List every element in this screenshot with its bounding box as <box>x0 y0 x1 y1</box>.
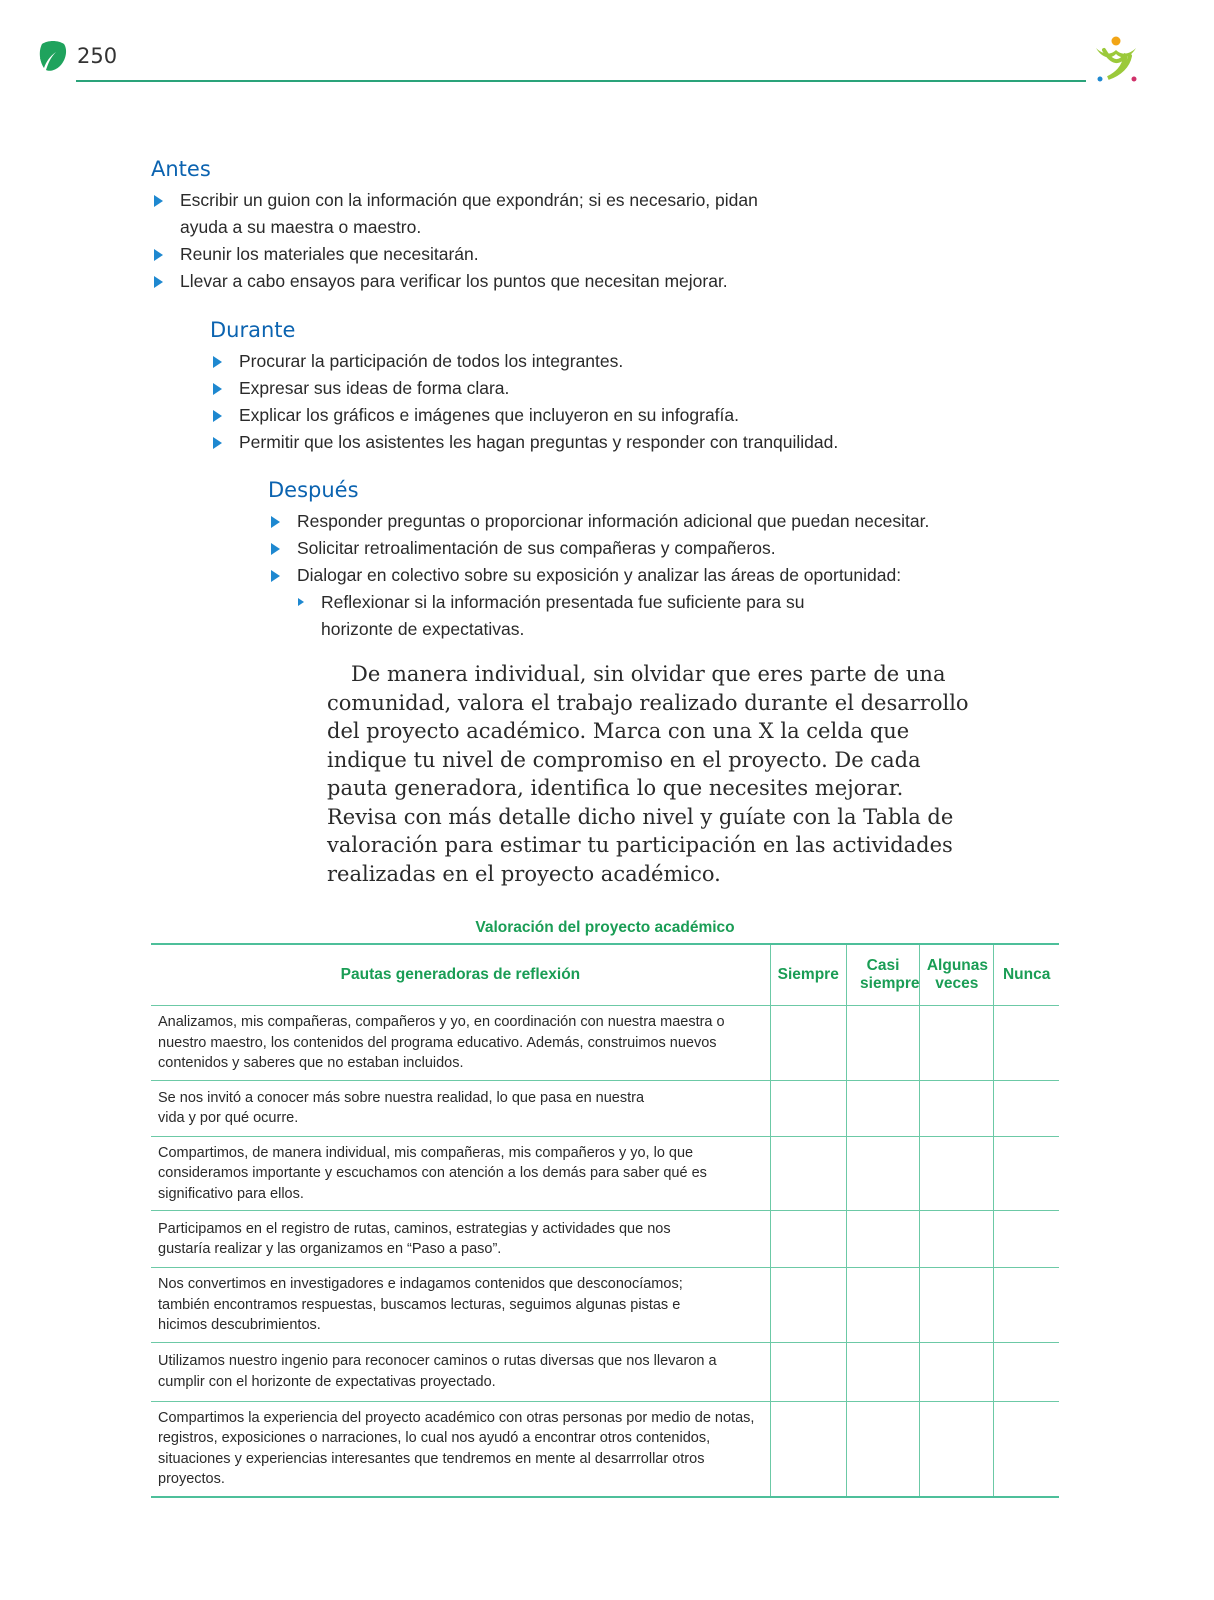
rating-cell-nunca[interactable] <box>994 1136 1059 1211</box>
list-item: Reunir los materiales que necesitarán. <box>151 241 771 268</box>
list-item: Permitir que los asistentes les hagan preguntas y responder con tranquilidad. <box>210 429 930 456</box>
rating-cell-algunas-veces[interactable] <box>920 1080 994 1136</box>
rating-cell-algunas-veces[interactable] <box>920 1342 994 1401</box>
table-row <box>151 1211 1059 1268</box>
table-header-row <box>151 944 1059 1006</box>
rating-cell-nunca[interactable] <box>994 1401 1059 1497</box>
rating-cell-casi-siempre[interactable] <box>846 1211 920 1268</box>
table-row <box>151 1080 1059 1136</box>
rating-cell-casi-siempre[interactable] <box>846 1268 920 1343</box>
pauta-cell: Compartimos la experiencia del proyecto académico con otras personas por medio de notas, registros, exposiciones o narraciones, lo cual nos ayudó a encontrar otros contenidos, situaciones y experiencias interesantes que tendremos en mente al desarrrollar otros proyectos. <box>151 1401 770 1497</box>
rating-cell-nunca[interactable] <box>994 1342 1059 1401</box>
rating-cell-casi-siempre[interactable] <box>846 1342 920 1401</box>
section-durante <box>210 318 930 456</box>
bullet-icon <box>213 383 222 395</box>
list-item: Escribir un guion con la información que expondrán; si es necesario, pidan ayuda a su maestra o maestro. <box>151 187 771 241</box>
header-rule <box>76 80 1086 82</box>
section-title-antes: Antes <box>151 157 211 181</box>
page-number: 250 <box>77 44 118 68</box>
column-header-siempre: Siempre <box>770 944 846 1006</box>
column-header-casi-siempre: Casi siempre <box>846 944 920 1006</box>
list-antes <box>151 187 771 295</box>
rating-cell-siempre[interactable] <box>770 1211 846 1268</box>
bullet-icon <box>154 249 163 261</box>
table-row <box>151 1006 1059 1081</box>
rating-cell-siempre[interactable] <box>770 1342 846 1401</box>
bullet-icon <box>271 516 280 528</box>
rating-cell-algunas-veces[interactable] <box>920 1401 994 1497</box>
list-despues <box>268 508 968 643</box>
rating-cell-casi-siempre[interactable] <box>846 1401 920 1497</box>
list-item: Dialogar en colectivo sobre su exposición y analizar las áreas de oportunidad: <box>268 562 968 589</box>
rating-cell-siempre[interactable] <box>770 1006 846 1081</box>
table-row <box>151 1342 1059 1401</box>
pauta-cell: Se nos invitó a conocer más sobre nuestra realidad, lo que pasa en nuestra vida y por qué ocurre. <box>151 1080 770 1136</box>
leaf-icon <box>36 38 70 74</box>
table-title: Valoración del proyecto académico <box>475 919 735 936</box>
list-item: Procurar la participación de todos los integrantes. <box>210 348 930 375</box>
list-durante <box>210 348 930 456</box>
section-despues <box>268 478 968 643</box>
bullet-icon <box>154 195 163 207</box>
pauta-cell: Nos convertimos en investigadores e indagamos contenidos que desconocíamos; también encontramos respuestas, buscamos lecturas, seguimos algunas pistas e hicimos descubrimientos. <box>151 1268 770 1343</box>
bullet-icon <box>271 543 280 555</box>
bullet-icon <box>154 276 163 288</box>
rating-cell-casi-siempre[interactable] <box>846 1136 920 1211</box>
valoracion-table <box>151 943 1059 1498</box>
rating-cell-nunca[interactable] <box>994 1268 1059 1343</box>
pauta-cell: Participamos en el registro de rutas, caminos, estrategias y actividades que nos gustaría realizar y las organizamos en “Paso a paso”. <box>151 1211 770 1268</box>
rating-cell-algunas-veces[interactable] <box>920 1006 994 1081</box>
column-header-nunca: Nunca <box>994 944 1059 1006</box>
rating-cell-siempre[interactable] <box>770 1401 846 1497</box>
rating-cell-nunca[interactable] <box>994 1211 1059 1268</box>
bullet-icon <box>213 410 222 422</box>
bullet-icon <box>213 356 222 368</box>
list-subitem: Reflexionar si la información presentada fue suficiente para su horizonte de expectativas. <box>268 589 881 643</box>
rating-cell-algunas-veces[interactable] <box>920 1136 994 1211</box>
pauta-cell: Analizamos, mis compañeras, compañeros y yo, en coordinación con nuestra maestra o nuestro maestro, los contenidos del programa educativo. Además, construimos nuevos contenidos y saberes que no estaban incluidos. <box>151 1006 770 1081</box>
rating-cell-siempre[interactable] <box>770 1080 846 1136</box>
bullet-icon <box>271 570 280 582</box>
section-title-despues: Después <box>268 478 359 502</box>
rating-cell-siempre[interactable] <box>770 1268 846 1343</box>
bullet-icon <box>213 437 222 449</box>
list-item: Solicitar retroalimentación de sus compañeras y compañeros. <box>268 535 968 562</box>
list-item: Responder preguntas o proporcionar información adicional que puedan necesitar. <box>268 508 968 535</box>
logo-icon <box>1090 34 1142 86</box>
list-item: Llevar a cabo ensayos para verificar los puntos que necesitan mejorar. <box>151 268 771 295</box>
rating-cell-nunca[interactable] <box>994 1080 1059 1136</box>
table-row <box>151 1401 1059 1497</box>
rating-cell-algunas-veces[interactable] <box>920 1211 994 1268</box>
list-item: Explicar los gráficos e imágenes que incluyeron en su infografía. <box>210 402 930 429</box>
sub-bullet-icon <box>298 598 304 606</box>
rating-cell-algunas-veces[interactable] <box>920 1268 994 1343</box>
rating-cell-casi-siempre[interactable] <box>846 1080 920 1136</box>
column-header-algunas-veces: Algunas veces <box>920 944 994 1006</box>
pauta-cell: Utilizamos nuestro ingenio para reconocer caminos o rutas diversas que nos llevaron a cumplir con el horizonte de expectativas proyectado. <box>151 1342 770 1401</box>
instruction-paragraph: De manera individual, sin olvidar que eres parte de una comunidad, valora el trabajo realizado durante el desarrollo del proyecto académico. Marca con una X la celda que indique tu nivel de compromiso en el proyecto. De cada pauta generadora, identifica lo que necesites mejorar. Revisa con más detalle dicho nivel y guíate con la Tabla de valoración para estimar tu participación en las actividades realizadas en el proyecto académico. <box>327 662 969 886</box>
section-title-durante: Durante <box>210 318 296 342</box>
table-row <box>151 1268 1059 1343</box>
rating-cell-nunca[interactable] <box>994 1006 1059 1081</box>
rating-cell-casi-siempre[interactable] <box>846 1006 920 1081</box>
section-antes <box>151 157 771 295</box>
table-row <box>151 1136 1059 1211</box>
list-item: Expresar sus ideas de forma clara. <box>210 375 930 402</box>
rating-cell-siempre[interactable] <box>770 1136 846 1211</box>
pauta-cell: Compartimos, de manera individual, mis compañeras, mis compañeros y yo, lo que consideramos importante y escuchamos con atención a los demás para saber qué es significativo para ellos. <box>151 1136 770 1211</box>
column-header-pautas: Pautas generadoras de reflexión <box>151 944 770 1006</box>
